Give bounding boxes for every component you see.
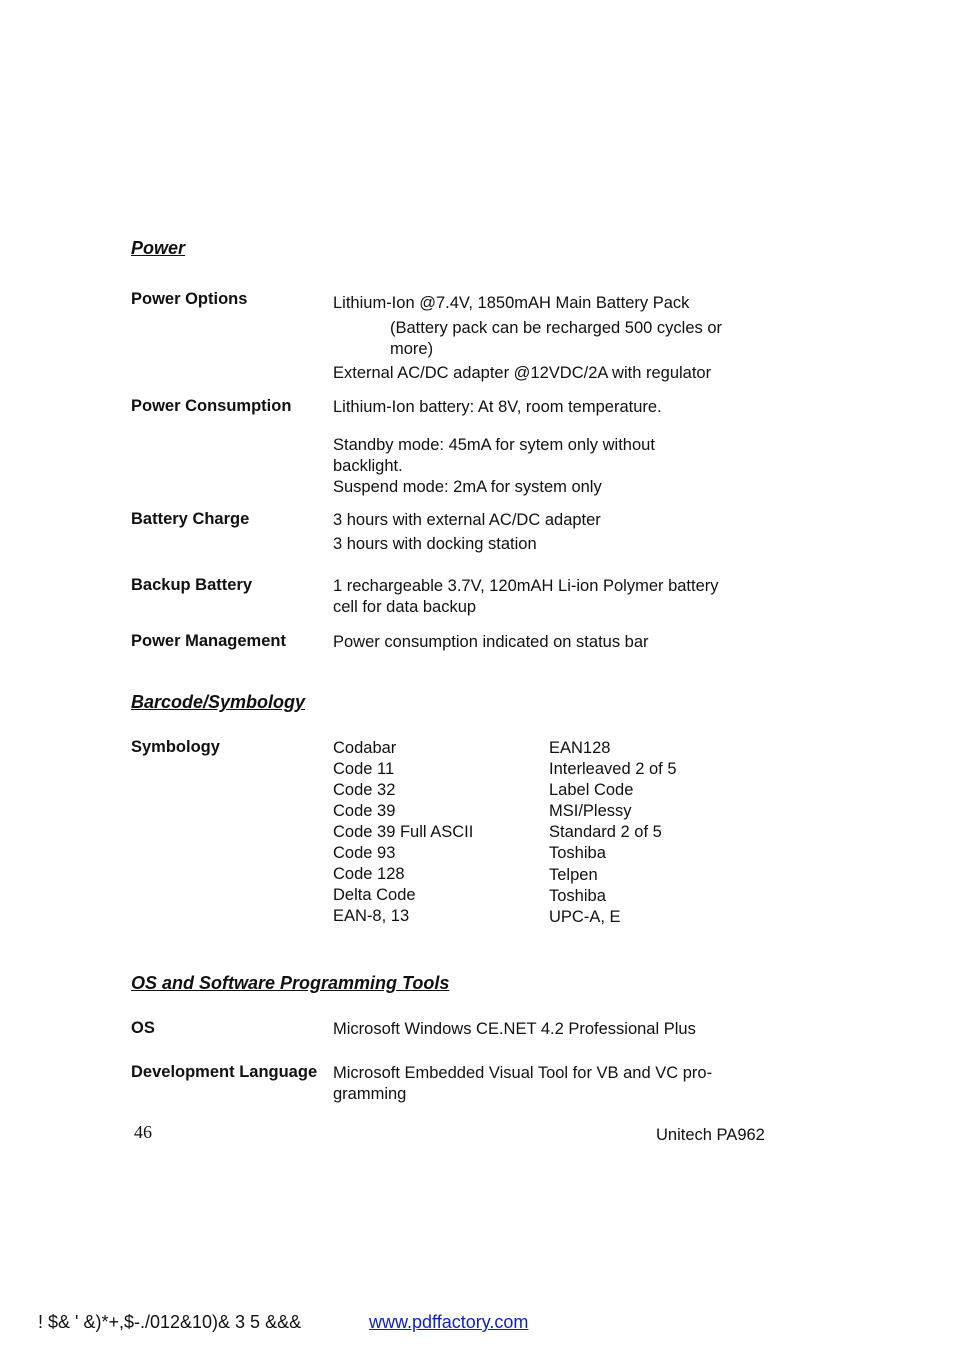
value-power-options-line2: (Battery pack can be recharged 500 cycles or xyxy=(390,319,723,337)
list-item: UPC-A, E xyxy=(549,907,621,926)
list-item: Code 128 xyxy=(333,865,405,883)
list-item: Code 39 Full ASCII xyxy=(333,823,474,841)
value-power-options-line4: External AC/DC adapter @12VDC/2A with regulator xyxy=(333,364,712,382)
section-heading-os-tools: OS and Software Programming Tools xyxy=(131,973,450,993)
list-item: Label Code xyxy=(549,781,634,800)
label-symbology: Symbology xyxy=(131,738,220,756)
footer-product-name: Unitech PA962 xyxy=(656,1126,765,1144)
list-item: EAN128 xyxy=(549,739,611,757)
value-development-language-line2: gramming xyxy=(333,1085,407,1103)
list-item: Telpen xyxy=(549,865,598,884)
label-power-options: Power Options xyxy=(131,290,248,308)
list-item: Code 32 xyxy=(333,781,396,799)
label-backup-battery: Backup Battery xyxy=(131,576,253,594)
list-item: Interleaved 2 of 5 xyxy=(549,760,677,779)
value-os-line1: Microsoft Windows CE.NET 4.2 Professional Plus xyxy=(333,1020,696,1038)
list-item: MSI/Plessy xyxy=(549,802,632,821)
list-item: Delta Code xyxy=(333,886,416,904)
section-heading-power: Power xyxy=(131,238,186,258)
list-item: Toshiba xyxy=(549,844,606,863)
value-backup-battery-line1: 1 rechargeable 3.7V, 120mAH Li-ion Polymer battery xyxy=(333,577,719,595)
value-backup-battery-line2: cell for data backup xyxy=(333,598,477,616)
value-power-management-line1: Power consumption indicated on status bar xyxy=(333,633,649,651)
watermark-garbled-text: ! $& ' &)*+,$-./012&10)& 3 5 &&& xyxy=(38,1312,302,1332)
value-power-options-line1: Lithium-Ion @7.4V, 1850mAH Main Battery Pack xyxy=(333,294,690,312)
label-power-management: Power Management xyxy=(131,632,286,650)
label-development-language: Development Language xyxy=(131,1063,318,1081)
page-number: 46 xyxy=(134,1122,152,1142)
list-item: Code 93 xyxy=(333,844,396,862)
section-heading-barcode: Barcode/Symbology xyxy=(131,692,306,712)
symbology-column-1 xyxy=(333,738,473,927)
label-os: OS xyxy=(131,1019,155,1037)
pdffactory-link[interactable]: www.pdffactory.com xyxy=(369,1312,529,1332)
list-item: Code 39 xyxy=(333,802,396,820)
value-battery-charge-line1: 3 hours with external AC/DC adapter xyxy=(333,511,601,529)
value-power-consumption-line2: Standby mode: 45mA for sytem only without xyxy=(333,436,655,454)
label-battery-charge: Battery Charge xyxy=(131,510,250,528)
list-item: Standard 2 of 5 xyxy=(549,823,662,842)
list-item: EAN-8, 13 xyxy=(333,907,410,925)
list-item: Codabar xyxy=(333,739,397,757)
value-battery-charge-line2: 3 hours with docking station xyxy=(333,535,537,553)
list-item: Toshiba xyxy=(549,886,606,905)
value-development-language-line1: Microsoft Embedded Visual Tool for VB and VC pro- xyxy=(333,1064,713,1082)
value-power-consumption-line4: Suspend mode: 2mA for system only xyxy=(333,478,602,496)
list-item: Code 11 xyxy=(333,760,395,778)
value-power-consumption-line3: backlight. xyxy=(333,457,403,475)
value-power-options-line3: more) xyxy=(390,340,434,358)
label-power-consumption: Power Consumption xyxy=(131,397,292,415)
value-power-consumption-line1: Lithium-Ion battery: At 8V, room temperature. xyxy=(333,398,662,416)
symbology-column-2 xyxy=(549,738,677,928)
